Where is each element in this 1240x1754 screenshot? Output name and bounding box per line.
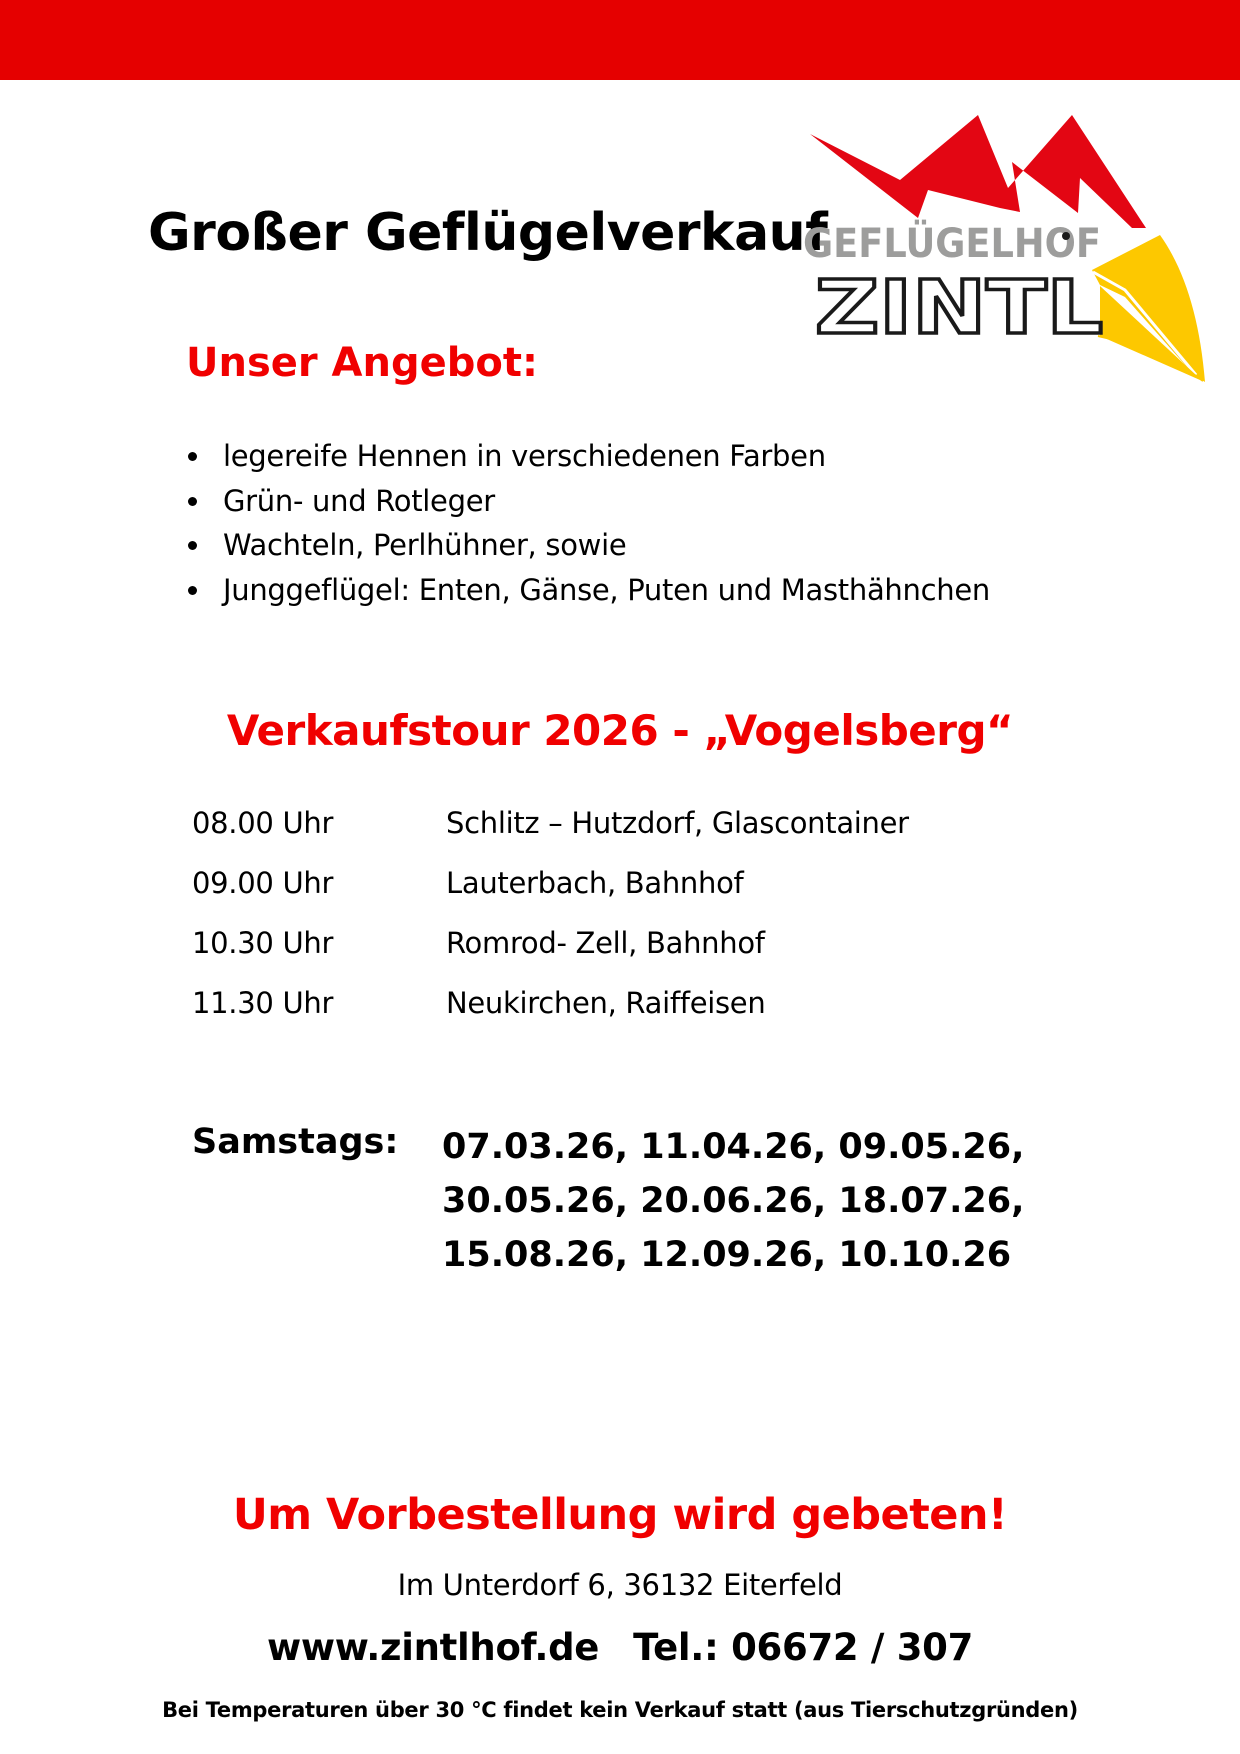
dates-list bbox=[442, 1122, 1024, 1284]
bullet-icon bbox=[188, 541, 197, 550]
bullet-icon bbox=[188, 586, 197, 595]
page-title: Großer Geflügelverkauf bbox=[148, 203, 828, 263]
comb-bolt-icon bbox=[810, 115, 1146, 228]
stop-time: 09.00 Uhr bbox=[192, 866, 334, 900]
tour-heading: Verkaufstour 2026 - „Vogelsberg“ bbox=[226, 706, 1014, 755]
list-item: Grün- und Rotleger bbox=[186, 479, 990, 524]
temperature-note: Bei Temperaturen über 30 °C findet kein Verkauf statt (aus Tierschutzgründen) bbox=[162, 1698, 1078, 1722]
website-link[interactable]: www.zintlhof.de bbox=[266, 1626, 600, 1669]
dates-line: 07.03.26, 11.04.26, 09.05.26, bbox=[442, 1127, 1025, 1167]
address: Im Unterdorf 6, 36132 Eiterfeld bbox=[397, 1568, 843, 1602]
dates-line: 15.08.26, 12.09.26, 10.10.26 bbox=[442, 1235, 1012, 1275]
preorder-notice: Um Vorbestellung wird gebeten! bbox=[232, 1490, 1008, 1540]
dates-line: 30.05.26, 20.06.26, 18.07.26, bbox=[442, 1181, 1025, 1221]
stop-location: Neukirchen, Raiffeisen bbox=[446, 986, 766, 1020]
phone-number: Tel.: 06672 / 307 bbox=[633, 1626, 974, 1669]
dates-label: Samstags: bbox=[192, 1122, 399, 1162]
list-item: Wachteln, Perlhühner, sowie bbox=[186, 523, 990, 568]
top-red-bar bbox=[0, 0, 1240, 80]
stop-location: Romrod- Zell, Bahnhof bbox=[446, 926, 765, 960]
stop-time: 08.00 Uhr bbox=[192, 806, 334, 840]
list-item: Junggeflügel: Enten, Gänse, Puten und Masthähnchen bbox=[186, 568, 990, 613]
stop-time: 11.30 Uhr bbox=[192, 986, 334, 1020]
svg-text:GEFLÜGELHOF: GEFLÜGELHOF bbox=[803, 221, 1128, 267]
stop-time: 10.30 Uhr bbox=[192, 926, 334, 960]
contact-line bbox=[0, 1626, 1240, 1669]
stop-location: Schlitz – Hutzdorf, Glascontainer bbox=[446, 806, 909, 840]
svg-text:ZINTL: ZINTL bbox=[815, 265, 1103, 351]
bullet-icon bbox=[188, 497, 197, 506]
geflugelhof-zintl-logo bbox=[780, 100, 1220, 400]
bullet-icon bbox=[188, 452, 197, 461]
offer-list bbox=[186, 434, 990, 612]
stop-location: Lauterbach, Bahnhof bbox=[446, 866, 744, 900]
offer-heading: Unser Angebot: bbox=[186, 340, 538, 386]
list-item: legereife Hennen in verschiedenen Farben bbox=[186, 434, 990, 479]
